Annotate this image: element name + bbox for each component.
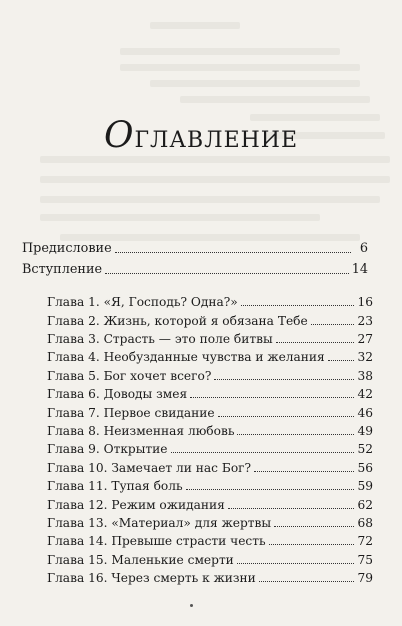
toc-title: Глава 3. Страсть — это поле битвы xyxy=(47,332,273,346)
toc-title: Глава 8. Неизменная любовь xyxy=(47,424,235,438)
toc-row-chapter-11[interactable] xyxy=(47,478,373,494)
toc-page: 56 xyxy=(357,461,373,475)
heading-rest: ГЛАВЛЕНИЕ xyxy=(134,128,299,153)
leader-dots xyxy=(190,386,354,398)
toc-page: 59 xyxy=(357,479,373,493)
toc-title: Глава 7. Первое свидание xyxy=(47,406,215,420)
toc-page: 75 xyxy=(357,553,373,567)
leader-dots xyxy=(328,349,355,361)
leader-dots xyxy=(274,515,354,527)
toc-title: Глава 2. Жизнь, которой я обязана Тебе xyxy=(47,314,308,328)
toc-heading xyxy=(0,115,402,156)
toc-row-chapter-14[interactable] xyxy=(47,533,373,549)
toc-page: 68 xyxy=(357,516,373,530)
toc-title: Глава 6. Доводы змея xyxy=(47,387,188,401)
toc-title: Глава 16. Через смерть к жизни xyxy=(47,571,256,585)
toc-title: Глава 10. Замечает ли нас Бог? xyxy=(47,461,252,475)
toc-row-chapter-2[interactable] xyxy=(47,313,373,329)
leader-dots xyxy=(171,441,355,453)
toc-title: Глава 9. Открытие xyxy=(47,442,168,456)
toc-row-chapter-4[interactable] xyxy=(47,349,373,365)
leader-dots xyxy=(115,241,351,253)
toc-page: 52 xyxy=(357,442,373,456)
toc-row-chapter-15[interactable] xyxy=(47,552,373,568)
toc-page: 6 xyxy=(359,241,368,256)
toc-title: Глава 13. «Материал» для жертвы xyxy=(47,516,272,530)
toc-page: 79 xyxy=(357,571,373,585)
toc-row-chapter-16[interactable] xyxy=(47,570,373,586)
leader-dots xyxy=(259,570,355,582)
toc-title: Глава 15. Маленькие смерти xyxy=(47,553,234,567)
toc-row-introduction[interactable] xyxy=(22,262,368,278)
toc-row-preface[interactable] xyxy=(22,241,368,257)
leader-dots xyxy=(186,478,355,490)
leader-dots xyxy=(241,294,355,306)
page-dot xyxy=(190,604,193,607)
toc-title: Глава 14. Превыше страсти честь xyxy=(47,534,266,548)
toc-title: Глава 1. «Я, Господь? Одна?» xyxy=(47,295,238,309)
leader-dots xyxy=(228,497,355,509)
toc-title: Глава 12. Режим ожидания xyxy=(47,498,225,512)
leader-dots xyxy=(214,368,354,380)
toc-row-chapter-13[interactable] xyxy=(47,515,373,531)
toc-row-chapter-12[interactable] xyxy=(47,497,373,513)
toc-title: Глава 5. Бог хочет всего? xyxy=(47,369,212,383)
toc-title: Глава 4. Необузданные чувства и желания xyxy=(47,350,325,364)
leader-dots xyxy=(276,331,355,343)
toc-page: 72 xyxy=(357,534,373,548)
toc-title: Предисловие xyxy=(22,241,112,256)
toc-page: 42 xyxy=(357,387,373,401)
toc-page: 14 xyxy=(351,262,368,277)
leader-dots xyxy=(237,552,355,564)
toc-page: 38 xyxy=(357,369,373,383)
leader-dots xyxy=(254,460,354,472)
toc-row-chapter-9[interactable] xyxy=(47,441,373,457)
toc-row-chapter-1[interactable] xyxy=(47,294,373,310)
toc-row-chapter-8[interactable] xyxy=(47,423,373,439)
toc-page: 49 xyxy=(357,424,373,438)
toc-page: 27 xyxy=(357,332,373,346)
toc-row-chapter-10[interactable] xyxy=(47,460,373,476)
leader-dots xyxy=(105,262,349,274)
toc-row-chapter-5[interactable] xyxy=(47,368,373,384)
toc-title: Глава 11. Тупая боль xyxy=(47,479,183,493)
leader-dots xyxy=(269,533,355,545)
toc-page: 23 xyxy=(357,314,373,328)
leader-dots xyxy=(311,313,355,325)
heading-initial: О xyxy=(103,115,135,156)
toc-page: 32 xyxy=(357,350,373,364)
toc-row-chapter-6[interactable] xyxy=(47,386,373,402)
leader-dots xyxy=(237,423,354,435)
toc-page: 62 xyxy=(357,498,373,512)
toc-title: Вступление xyxy=(22,262,103,277)
toc-page: 46 xyxy=(357,406,373,420)
toc-page: 16 xyxy=(357,295,373,309)
toc-row-chapter-3[interactable] xyxy=(47,331,373,347)
toc-row-chapter-7[interactable] xyxy=(47,405,373,421)
leader-dots xyxy=(218,405,355,417)
